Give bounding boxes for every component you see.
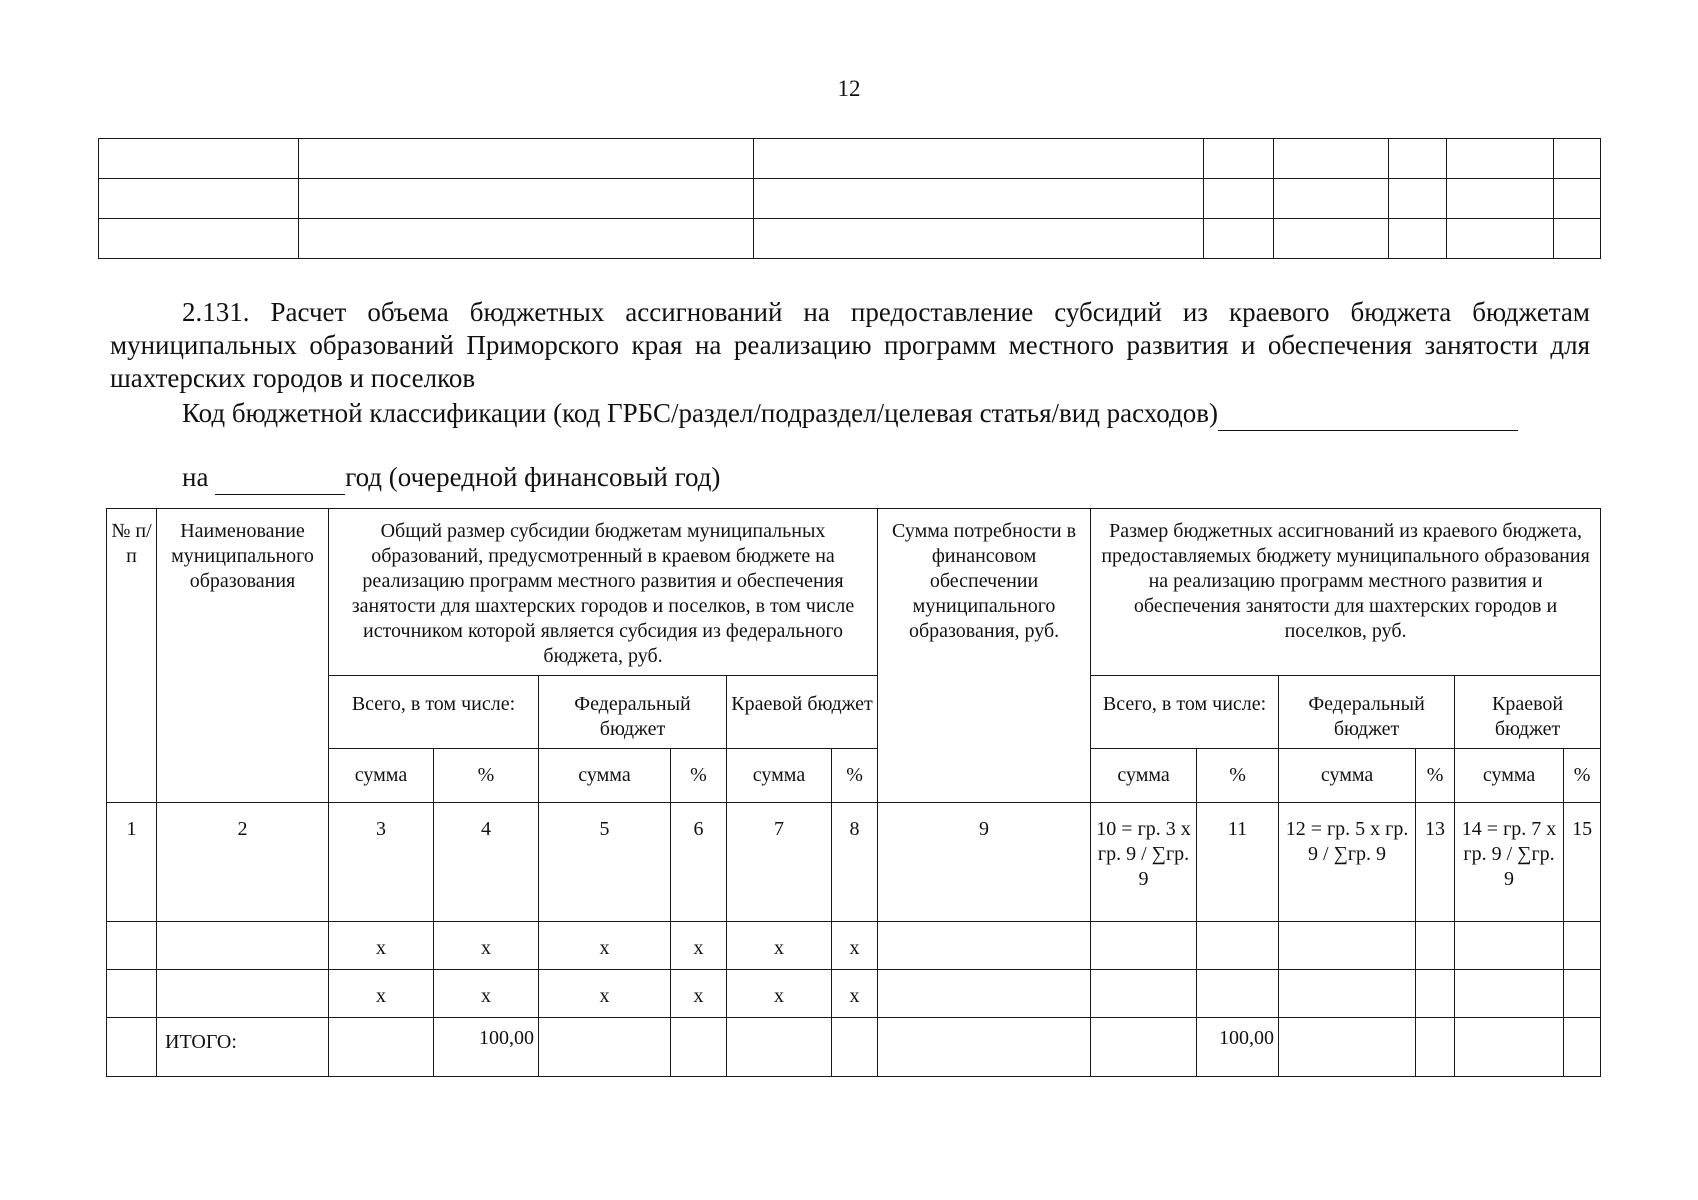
header-sum: сумма bbox=[329, 749, 434, 803]
column-number: 9 bbox=[878, 803, 1091, 922]
x-mark: х bbox=[434, 970, 539, 1018]
column-number: 15 bbox=[1564, 803, 1601, 922]
total-percent-right: 100,00 bbox=[1197, 1018, 1279, 1077]
header-percent: % bbox=[1416, 749, 1455, 803]
empty-cell bbox=[832, 1018, 878, 1077]
header-percent: % bbox=[434, 749, 539, 803]
empty-cell bbox=[1455, 922, 1564, 970]
header-percent: % bbox=[1197, 749, 1279, 803]
column-number: 13 bbox=[1416, 803, 1455, 922]
empty-cell bbox=[1197, 970, 1279, 1018]
column-number: 12 = гр. 5 х гр. 9 / ∑гр. 9 bbox=[1279, 803, 1416, 922]
empty-cell bbox=[1279, 970, 1416, 1018]
table-row bbox=[99, 179, 1601, 219]
header-row bbox=[107, 749, 1601, 803]
x-mark: х bbox=[671, 922, 727, 970]
x-mark: х bbox=[727, 970, 832, 1018]
header-all-left: Всего, в том числе: bbox=[329, 676, 539, 749]
header-sum: сумма bbox=[1091, 749, 1197, 803]
column-number: 10 = гр. 3 х гр. 9 / ∑гр. 9 bbox=[1091, 803, 1197, 922]
empty-cell bbox=[107, 1018, 157, 1077]
column-number: 1 bbox=[107, 803, 157, 922]
year-line bbox=[182, 461, 1082, 495]
x-mark: х bbox=[832, 970, 878, 1018]
municipality-cell bbox=[157, 970, 329, 1018]
municipality-cell bbox=[157, 922, 329, 970]
column-number: 4 bbox=[434, 803, 539, 922]
budget-code-line bbox=[182, 397, 1602, 431]
empty-cell bbox=[329, 1018, 434, 1077]
budget-code-blank bbox=[1218, 397, 1518, 431]
row-number-cell bbox=[107, 970, 157, 1018]
empty-cell bbox=[671, 1018, 727, 1077]
empty-cell bbox=[1455, 970, 1564, 1018]
empty-cell bbox=[1455, 1018, 1564, 1077]
x-mark: х bbox=[329, 970, 434, 1018]
empty-cell bbox=[878, 922, 1091, 970]
column-number: 5 bbox=[539, 803, 671, 922]
table-row bbox=[99, 219, 1601, 259]
empty-cell bbox=[1416, 970, 1455, 1018]
budget-code-label: Код бюджетной классификации (код ГРБС/раздел/подраздел/целевая статья/вид расходов) bbox=[182, 398, 1218, 428]
header-percent: % bbox=[671, 749, 727, 803]
empty-cell bbox=[1279, 1018, 1416, 1077]
header-sum: сумма bbox=[1279, 749, 1416, 803]
empty-cell bbox=[1564, 922, 1601, 970]
column-number: 2 bbox=[157, 803, 329, 922]
empty-cell bbox=[1564, 970, 1601, 1018]
x-mark: х bbox=[539, 922, 671, 970]
empty-cell bbox=[878, 1018, 1091, 1077]
empty-cell bbox=[1091, 922, 1197, 970]
x-mark: х bbox=[434, 922, 539, 970]
empty-cell bbox=[878, 970, 1091, 1018]
column-number: 6 bbox=[671, 803, 727, 922]
previous-table-fragment bbox=[98, 138, 1601, 259]
page-number: 12 bbox=[837, 76, 861, 101]
empty-cell bbox=[1416, 1018, 1455, 1077]
empty-cell bbox=[1416, 922, 1455, 970]
x-mark: х bbox=[832, 922, 878, 970]
header-regional-right: Краевой бюджет bbox=[1455, 676, 1601, 749]
empty-cell bbox=[1091, 1018, 1197, 1077]
column-number: 11 bbox=[1197, 803, 1279, 922]
header-need-sum: Сумма потребности в финансовом обеспечении муниципального образования, руб. bbox=[878, 509, 1091, 803]
year-blank bbox=[215, 461, 345, 495]
column-number: 14 = гр. 7 х гр. 9 / ∑гр. 9 bbox=[1455, 803, 1564, 922]
table-row bbox=[107, 970, 1601, 1018]
header-number: № п/п bbox=[107, 509, 157, 803]
header-sum: сумма bbox=[1455, 749, 1564, 803]
header-municipality: Наименование муниципального образования bbox=[157, 509, 329, 803]
header-federal-right: Федеральный бюджет bbox=[1279, 676, 1455, 749]
x-mark: х bbox=[671, 970, 727, 1018]
row-number-cell bbox=[107, 922, 157, 970]
total-row bbox=[107, 1018, 1601, 1077]
table-row bbox=[99, 139, 1601, 179]
calculation-table bbox=[106, 508, 1601, 1077]
header-row bbox=[107, 509, 1601, 676]
empty-cell bbox=[1279, 922, 1416, 970]
column-number: 7 bbox=[727, 803, 832, 922]
header-sum: сумма bbox=[727, 749, 832, 803]
x-mark: х bbox=[727, 922, 832, 970]
total-label: ИТОГО: bbox=[157, 1018, 329, 1077]
year-prefix: на bbox=[182, 462, 209, 492]
column-number: 8 bbox=[832, 803, 878, 922]
header-allocation: Размер бюджетных ассигнований из краевого бюджета, предоставляемых бюджету муниципального образования на реализацию программ местного развития и обеспечения занятости для шахтерских городов и поселков, руб. bbox=[1091, 509, 1601, 676]
header-percent: % bbox=[832, 749, 878, 803]
empty-cell bbox=[1197, 922, 1279, 970]
empty-cell bbox=[1564, 1018, 1601, 1077]
header-federal-left: Федеральный бюджет bbox=[539, 676, 727, 749]
empty-cell bbox=[1091, 970, 1197, 1018]
header-total-subsidy: Общий размер субсидии бюджетам муниципальных образований, предусмотренный в краевом бюджете на реализацию программ местного развития и обеспечения занятости для шахтерских городов и поселков, в том числе источником которой является субсидия из федерального бюджета, руб. bbox=[329, 509, 878, 676]
column-number: 3 bbox=[329, 803, 434, 922]
header-row bbox=[107, 676, 1601, 749]
x-mark: х bbox=[539, 970, 671, 1018]
section-heading: 2.131. Расчет объема бюджетных ассигнований на предоставление субсидий из краевого бюджета бюджетам муниципальных образований Приморского края на реализацию программ местного развития и обеспечения занятости для шахтерских городов и поселков bbox=[110, 297, 1590, 393]
x-mark: х bbox=[329, 922, 434, 970]
header-sum: сумма bbox=[539, 749, 671, 803]
header-regional-left: Краевой бюджет bbox=[727, 676, 878, 749]
table-row bbox=[107, 922, 1601, 970]
total-percent-left: 100,00 bbox=[434, 1018, 539, 1077]
column-number-row bbox=[107, 803, 1601, 922]
header-all-right: Всего, в том числе: bbox=[1091, 676, 1279, 749]
empty-cell bbox=[727, 1018, 832, 1077]
header-percent: % bbox=[1564, 749, 1601, 803]
empty-cell bbox=[539, 1018, 671, 1077]
year-suffix: год (очередной финансовый год) bbox=[345, 462, 721, 492]
